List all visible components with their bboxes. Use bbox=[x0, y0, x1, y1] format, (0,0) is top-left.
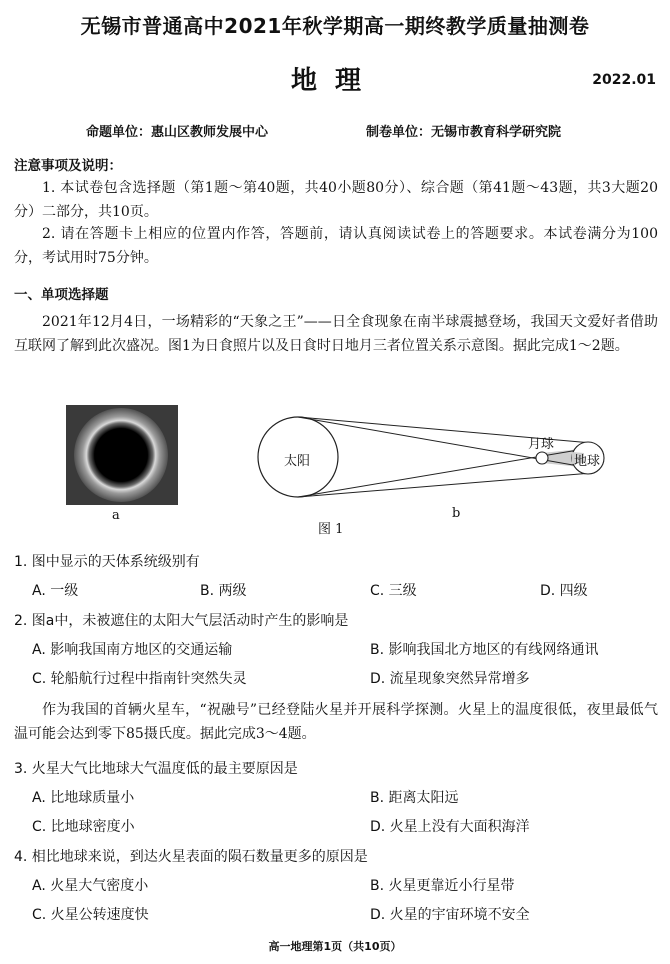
q2-option-a: A. 影响我国南方地区的交通运输 bbox=[32, 642, 233, 658]
figure-label-a: a bbox=[112, 508, 120, 523]
note-item-1: 1. 本试卷包含选择题（第1题～第40题，共40小题80分）、综合题（第41题～43题，共3大题20分）二部分，共10页。 bbox=[14, 180, 658, 220]
notes-heading: 注意事项及说明： bbox=[14, 158, 122, 174]
q2-option-c: C. 轮船航行过程中指南针突然失灵 bbox=[32, 671, 247, 687]
subject-title: 地理 bbox=[290, 66, 379, 96]
question-1-stem: 1. 图中显示的天体系统级别有 bbox=[14, 554, 200, 570]
sun-label: 太阳 bbox=[284, 454, 311, 469]
eclipse-photo bbox=[66, 405, 178, 505]
q1-option-b: B. 两级 bbox=[200, 583, 247, 599]
question-4-stem: 4. 相比地球来说，到达火星表面的陨石数量更多的原因是 bbox=[14, 849, 368, 865]
q3-option-d: D. 火星上没有大面积海洋 bbox=[370, 819, 530, 835]
q3-option-b: B. 距离太阳远 bbox=[370, 790, 459, 806]
corona-glow bbox=[74, 408, 168, 502]
exam-date: 2022.01 bbox=[592, 72, 656, 88]
earth-label: 地球 bbox=[574, 454, 601, 469]
q4-option-b: B. 火星更靠近小行星带 bbox=[370, 878, 515, 894]
q2-option-b: B. 影响我国北方地区的有线网络通讯 bbox=[370, 642, 599, 658]
q1-option-c: C. 三级 bbox=[370, 583, 417, 599]
section-heading: 一、单项选择题 bbox=[14, 287, 109, 303]
q4-option-c: C. 火星公转速度快 bbox=[32, 907, 149, 923]
compiler-unit: 命题单位：惠山区教师发展中心 bbox=[86, 125, 269, 140]
passage-mars: 作为我国的首辆火星车，“祝融号”已经登陆火星并开展科学探测。火星上的温度很低，夜里最低气温可能会达到零下85摄氏度。据此完成3～4题。 bbox=[14, 702, 658, 742]
figure-caption: 图 1 bbox=[318, 522, 344, 537]
q4-option-d: D. 火星的宇宙环境不安全 bbox=[370, 907, 530, 923]
question-3-stem: 3. 火星大气比地球大气温度低的最主要原因是 bbox=[14, 761, 298, 777]
q1-option-d: D. 四级 bbox=[540, 583, 588, 599]
moon-label: 月球 bbox=[528, 437, 555, 452]
q2-option-d: D. 流星现象突然异常增多 bbox=[370, 671, 530, 687]
q3-option-a: A. 比地球质量小 bbox=[32, 790, 135, 806]
printer-unit: 制卷单位：无锡市教育科学研究院 bbox=[366, 125, 562, 140]
moon-circle bbox=[536, 452, 548, 464]
exam-title: 无锡市普通高中2021年秋学期高一期终教学质量抽测卷 bbox=[80, 14, 590, 38]
q4-option-a: A. 火星大气密度小 bbox=[32, 878, 149, 894]
question-2-stem: 2. 图a中，未被遮住的太阳大气层活动时产生的影响是 bbox=[14, 613, 349, 629]
note-item-2: 2. 请在答题卡上相应的位置内作答，答题前，请认真阅读试卷上的答题要求。本试卷满分为100分，考试用时75分钟。 bbox=[14, 226, 658, 266]
passage-eclipse: 2021年12月4日，一场精彩的“天象之王”——日全食现象在南半球震撼登场，我国天文爱好者借助互联网了解到此次盛况。图1为日食照片以及日食时日地月三者位置关系示意图。据此完成1～2题。 bbox=[14, 314, 658, 354]
q1-option-a: A. 一级 bbox=[32, 583, 79, 599]
page-footer: 高一地理第1页（共10页） bbox=[268, 940, 402, 953]
ray-bottom-outer bbox=[298, 473, 592, 497]
figure-label-b: b bbox=[452, 506, 461, 521]
q3-option-c: C. 比地球密度小 bbox=[32, 819, 135, 835]
